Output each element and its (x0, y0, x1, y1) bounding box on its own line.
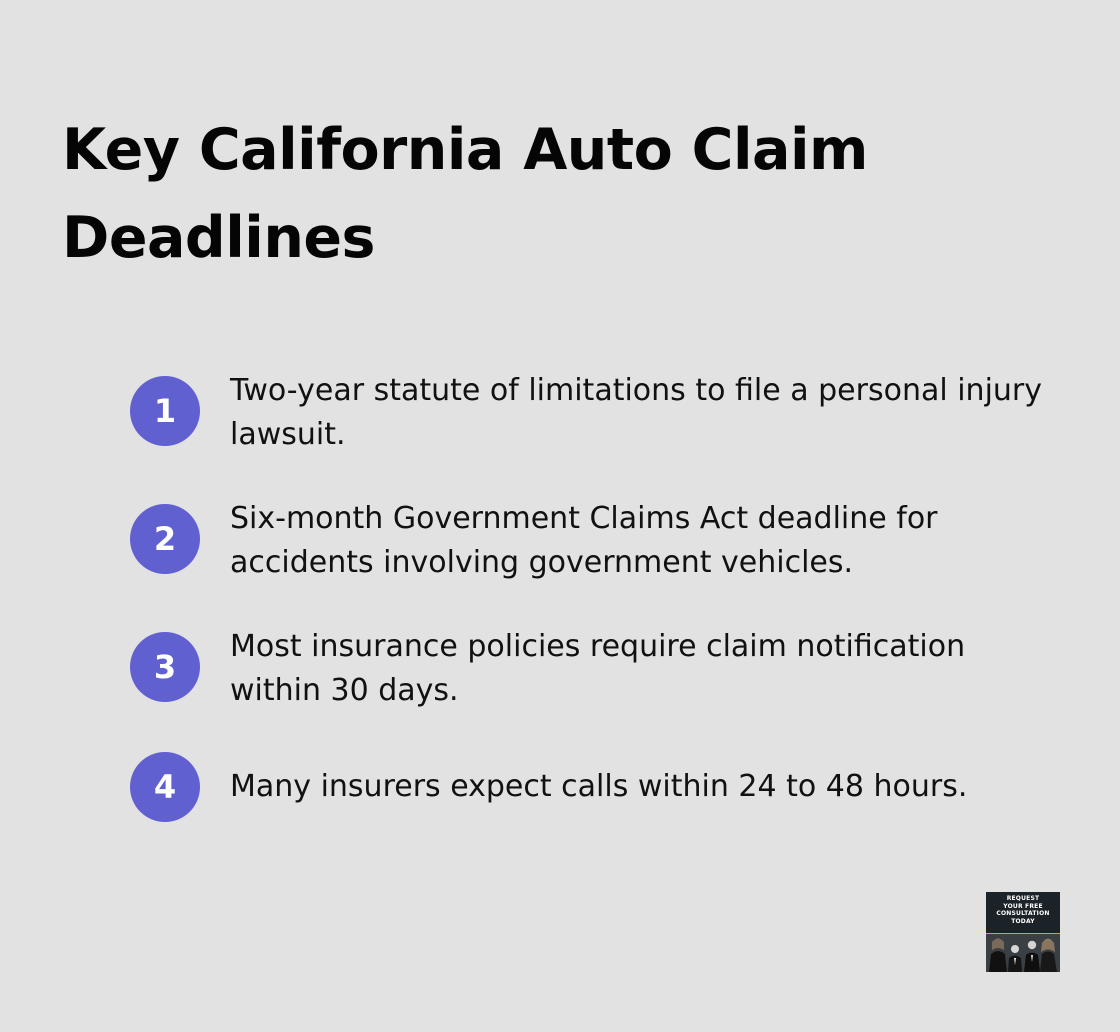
badge-line-1: REQUEST (1006, 895, 1040, 902)
step-text: Many insurers expect calls within 24 to 48 hours. (230, 769, 968, 804)
deadline-list (130, 0, 1060, 1032)
page-title: Key California Auto Claim Deadlines (62, 117, 868, 271)
badge-line-4: TODAY (1011, 917, 1035, 925)
step-text: Most insurance policies require claim notification within 30 days. (230, 629, 966, 708)
badge-line-2: YOUR FREE (1003, 902, 1043, 910)
step-text: Two-year statute of limitations to file a personal injury lawsuit. (230, 373, 1043, 452)
step-number-badge: 2 (130, 504, 200, 574)
badge-line-3: CONSULTATION (996, 910, 1050, 917)
attorneys-photo-icon (986, 934, 1060, 972)
consultation-badge[interactable] (986, 892, 1060, 972)
step-number-badge: 4 (130, 752, 200, 822)
badge-text (986, 895, 1060, 925)
step-text: Six-month Government Claims Act deadline for accidents involving government vehicles. (230, 501, 938, 580)
step-number-badge: 3 (130, 632, 200, 702)
step-number-badge: 1 (130, 376, 200, 446)
